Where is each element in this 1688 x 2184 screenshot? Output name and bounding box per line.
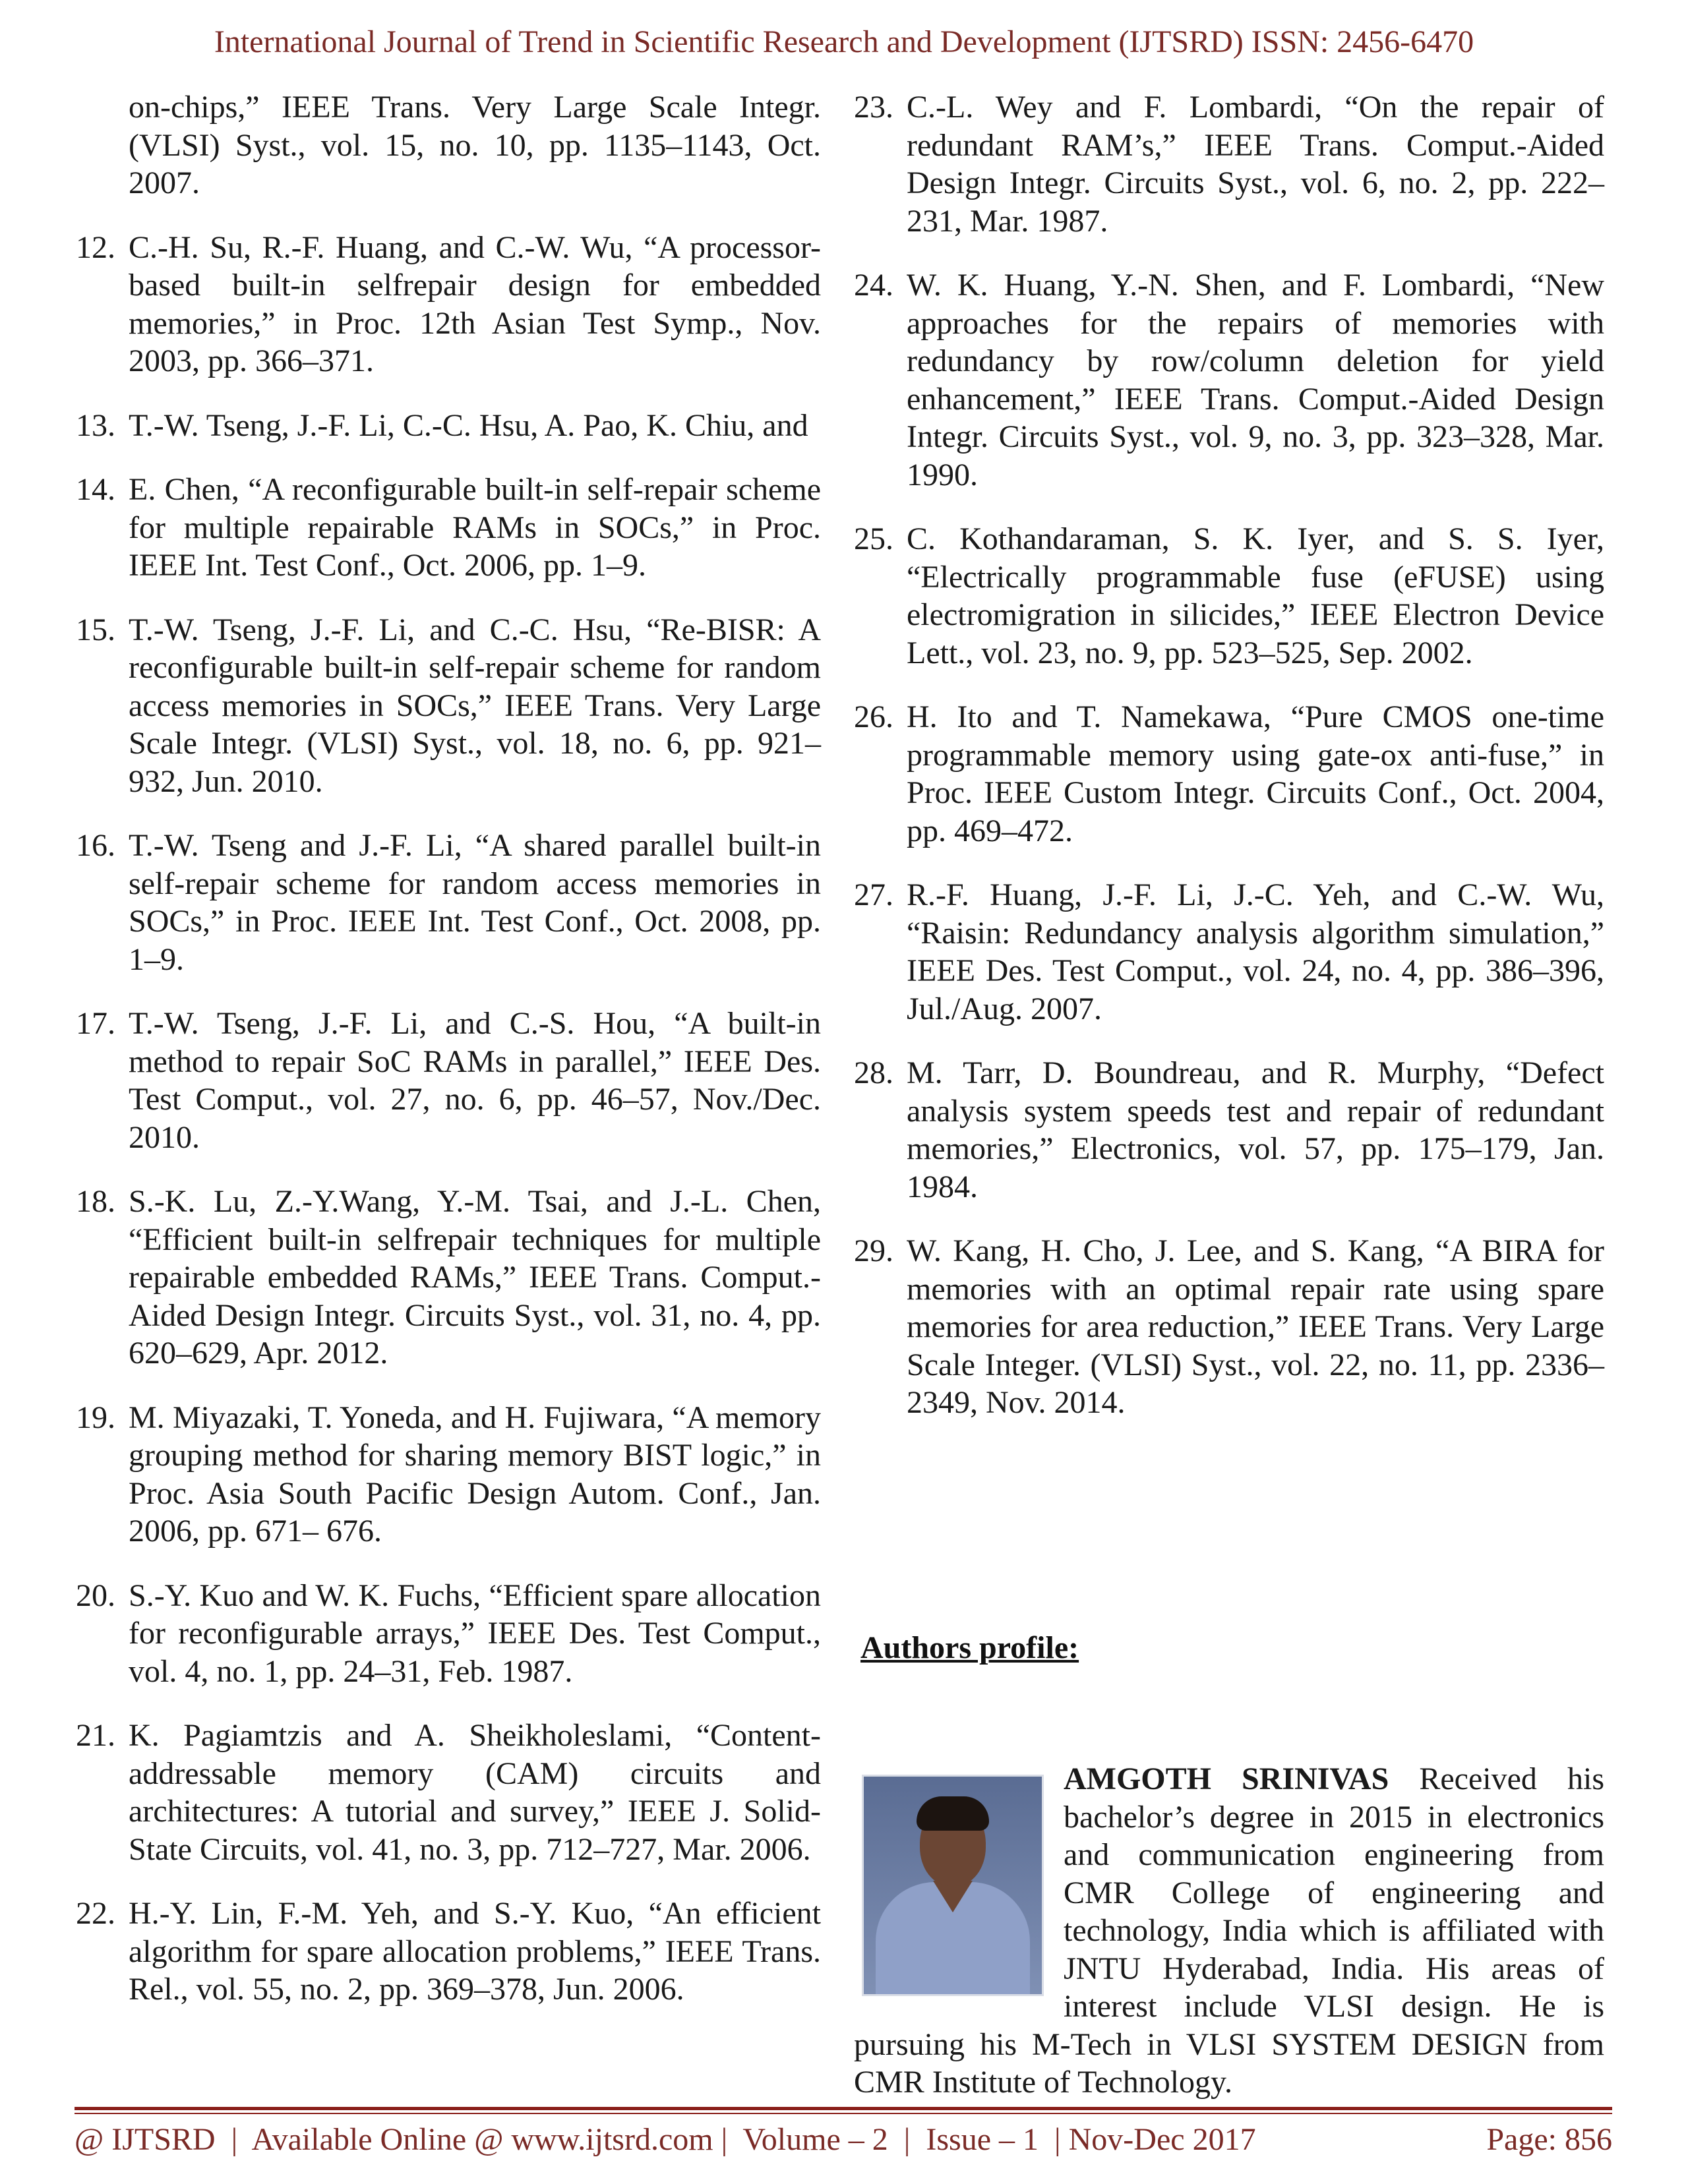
reference-item [854,266,1604,494]
reference-text: C. Kothandaraman, S. K. Iyer, and S. S. Iyer, “Electrically programmable fuse (eFUSE) using electromigration in silicides,” IEEE Electron Device Lett., vol. 23, no. 9, pp. 523–525, Sep. 2002. [907,521,1604,670]
reference-item [76,1183,821,1372]
reference-number: 13. [76,407,115,443]
reference-text: H. Ito and T. Namekawa, “Pure CMOS one-time programmable memory using gate-ox anti-fuse,” in Proc. IEEE Custom Integr. Circuits Conf., Oct. 2004, pp. 469–472. [907,699,1604,848]
footer-info: @ IJTSRD | Available Online @ www.ijtsrd.com | Volume – 2 | Issue – 1 | Nov-Dec 2017 [75,2122,1256,2157]
reference-text: on-chips,” IEEE Trans. Very Large Scale Integr. (VLSI) Syst., vol. 15, no. 10, pp. 1135–1143, Oct. 2007. [129,90,821,200]
reference-number: 15. [76,612,115,647]
reference-text: T.-W. Tseng, J.-F. Li, and C.-S. Hou, “A built-in method to repair SoC RAMs in parallel,” IEEE Des. Test Comput., vol. 27, no. 6, pp. 46–57, Nov./Dec. 2010. [129,1006,821,1155]
reference-text: T.-W. Tseng and J.-F. Li, “A shared parallel built-in self-repair scheme for random access memories in SOCs,” in Proc. IEEE Int. Test Conf., Oct. 2008, pp. 1–9. [129,828,821,977]
reference-number: 17. [76,1006,115,1041]
reference-text: M. Tarr, D. Boundreau, and R. Murphy, “Defect analysis system speeds test and repair of redundant memories,” Electronics, vol. 57, pp. 175–179, Jan. 1984. [907,1055,1604,1204]
reference-item [76,1717,821,1868]
reference-number: 12. [76,229,115,265]
page-number: Page: 856 [1486,2122,1612,2157]
reference-item [854,698,1604,850]
author-name: AMGOTH SRINIVAS [1064,1761,1389,1796]
page-footer [75,2121,1612,2158]
references-right-column [854,88,1604,1448]
reference-item [76,1895,821,2009]
journal-header: International Journal of Trend in Scientific Research and Development (IJTSRD) ISSN: 2456-6470 [214,24,1474,59]
reference-text: T.-W. Tseng, J.-F. Li, C.-C. Hsu, A. Pao, K. Chiu, and [129,407,808,443]
reference-text: W. K. Huang, Y.-N. Shen, and F. Lombardi, “New approaches for the repairs of memories with redundancy by row/column deletion for yield enhancement,” IEEE Trans. Comput.-Aided Design Integr. Circuits Syst., vol. 9, no. 3, pp. 323–328, Mar. 1990. [907,268,1604,492]
reference-item [854,1054,1604,1206]
footer-divider-thin [75,2113,1612,2114]
reference-item [76,611,821,801]
reference-item [854,88,1604,240]
reference-text: C.-L. Wey and F. Lombardi, “On the repair of redundant RAM’s,” IEEE Trans. Comput.-Aided Design Integr. Circuits Syst., vol. 6, no. 2, pp. 222–231, Mar. 1987. [907,90,1604,239]
reference-text: S.-K. Lu, Z.-Y.Wang, Y.-M. Tsai, and J.-L. Chen, “Efficient built-in selfrepair techniques for multiple repairable embedded RAMs,” IEEE Trans. Comput.-Aided Design Integr. Circuits Syst., vol. 31, no. 4, pp. 620–629, Apr. 2012. [129,1184,821,1371]
reference-number: 14. [76,472,115,507]
reference-item [76,407,821,445]
reference-item [854,520,1604,672]
reference-number: 18. [76,1184,115,1219]
authors-profile-heading: Authors profile: [860,1630,1079,1665]
reference-text: R.-F. Huang, J.-F. Li, J.-C. Yeh, and C.-W. Wu, “Raisin: Redundancy analysis algorithm simulation,” IEEE Des. Test Comput., vol. 24, no. 4, pp. 386–396, Jul./Aug. 2007. [907,877,1604,1026]
reference-text: T.-W. Tseng, J.-F. Li, and C.-C. Hsu, “Re-BISR: A reconfigurable built-in self-repair scheme for random access memories in SOCs,” IEEE Trans. Very Large Scale Integr. (VLSI) Syst., vol. 18, no. 6, pp. 921–932, Jun. 2010. [129,612,821,799]
reference-number: 20. [76,1578,115,1613]
reference-item [76,1399,821,1550]
author-profile [854,1760,1604,2102]
footer-divider [75,2107,1612,2110]
reference-item [854,876,1604,1028]
reference-item [76,88,821,202]
reference-text: S.-Y. Kuo and W. K. Fuchs, “Efficient spare allocation for reconfigurable arrays,” IEEE Des. Test Comput., vol. 4, no. 1, pp. 24–31, Feb. 1987. [129,1578,821,1689]
reference-number: 28. [854,1055,893,1090]
author-photo [862,1775,1044,1996]
reference-number: 24. [854,268,893,303]
reference-number: 29. [854,1233,893,1268]
reference-text: H.-Y. Lin, F.-M. Yeh, and S.-Y. Kuo, “An efficient algorithm for spare allocation problems,” IEEE Trans. Rel., vol. 55, no. 2, pp. 369–378, Jun. 2006. [129,1896,821,2007]
reference-text: W. Kang, H. Cho, J. Lee, and S. Kang, “A BIRA for memories with an optimal repair rate using spare memories for area reduction,” IEEE Trans. Very Large Scale Integer. (VLSI) Syst., vol. 22, no. 11, pp. 2336–2349, Nov. 2014. [907,1233,1604,1420]
reference-number: 19. [76,1400,115,1435]
reference-number: 25. [854,521,893,556]
reference-item [76,471,821,585]
references-left-column [76,88,821,2035]
reference-text: K. Pagiamtzis and A. Sheikholeslami, “Content-addressable memory (CAM) circuits and architectures: A tutorial and survey,” IEEE J. Solid-State Circuits, vol. 41, no. 3, pp. 712–727, Mar. 2006. [129,1718,821,1867]
author-bio: Received his bachelor’s degree in 2015 in electronics and communication engineering from CMR College of engineering and technology, India which is affiliated with JNTU Hyderabad, India. His areas of interest include VLSI design. He is pursuing his M-Tech in VLSI SYSTEM DESIGN from CMR Institute of Technology. [854,1761,1604,2100]
reference-number: 16. [76,828,115,863]
reference-text: E. Chen, “A reconfigurable built-in self-repair scheme for multiple repairable RAMs in SOCs,” in Proc. IEEE Int. Test Conf., Oct. 2006, pp. 1–9. [129,472,821,583]
reference-item [76,827,821,978]
reference-number: 21. [76,1718,115,1753]
reference-number: 23. [854,90,893,125]
reference-item [76,229,821,380]
reference-number: 26. [854,699,893,734]
reference-item [76,1005,821,1156]
reference-number: 22. [76,1896,115,1931]
reference-text: C.-H. Su, R.-F. Huang, and C.-W. Wu, “A processor- based built-in selfrepair design for embedded memories,” in Proc. 12th Asian Test Symp., Nov. 2003, pp. 366–371. [129,229,821,378]
reference-text: M. Miyazaki, T. Yoneda, and H. Fujiwara, “A memory grouping method for sharing memory BIST logic,” in Proc. Asia South Pacific Design Autom. Conf., Jan. 2006, pp. 671– 676. [129,1400,821,1549]
reference-item [854,1232,1604,1422]
reference-number: 27. [854,877,893,912]
reference-item [76,1577,821,1691]
